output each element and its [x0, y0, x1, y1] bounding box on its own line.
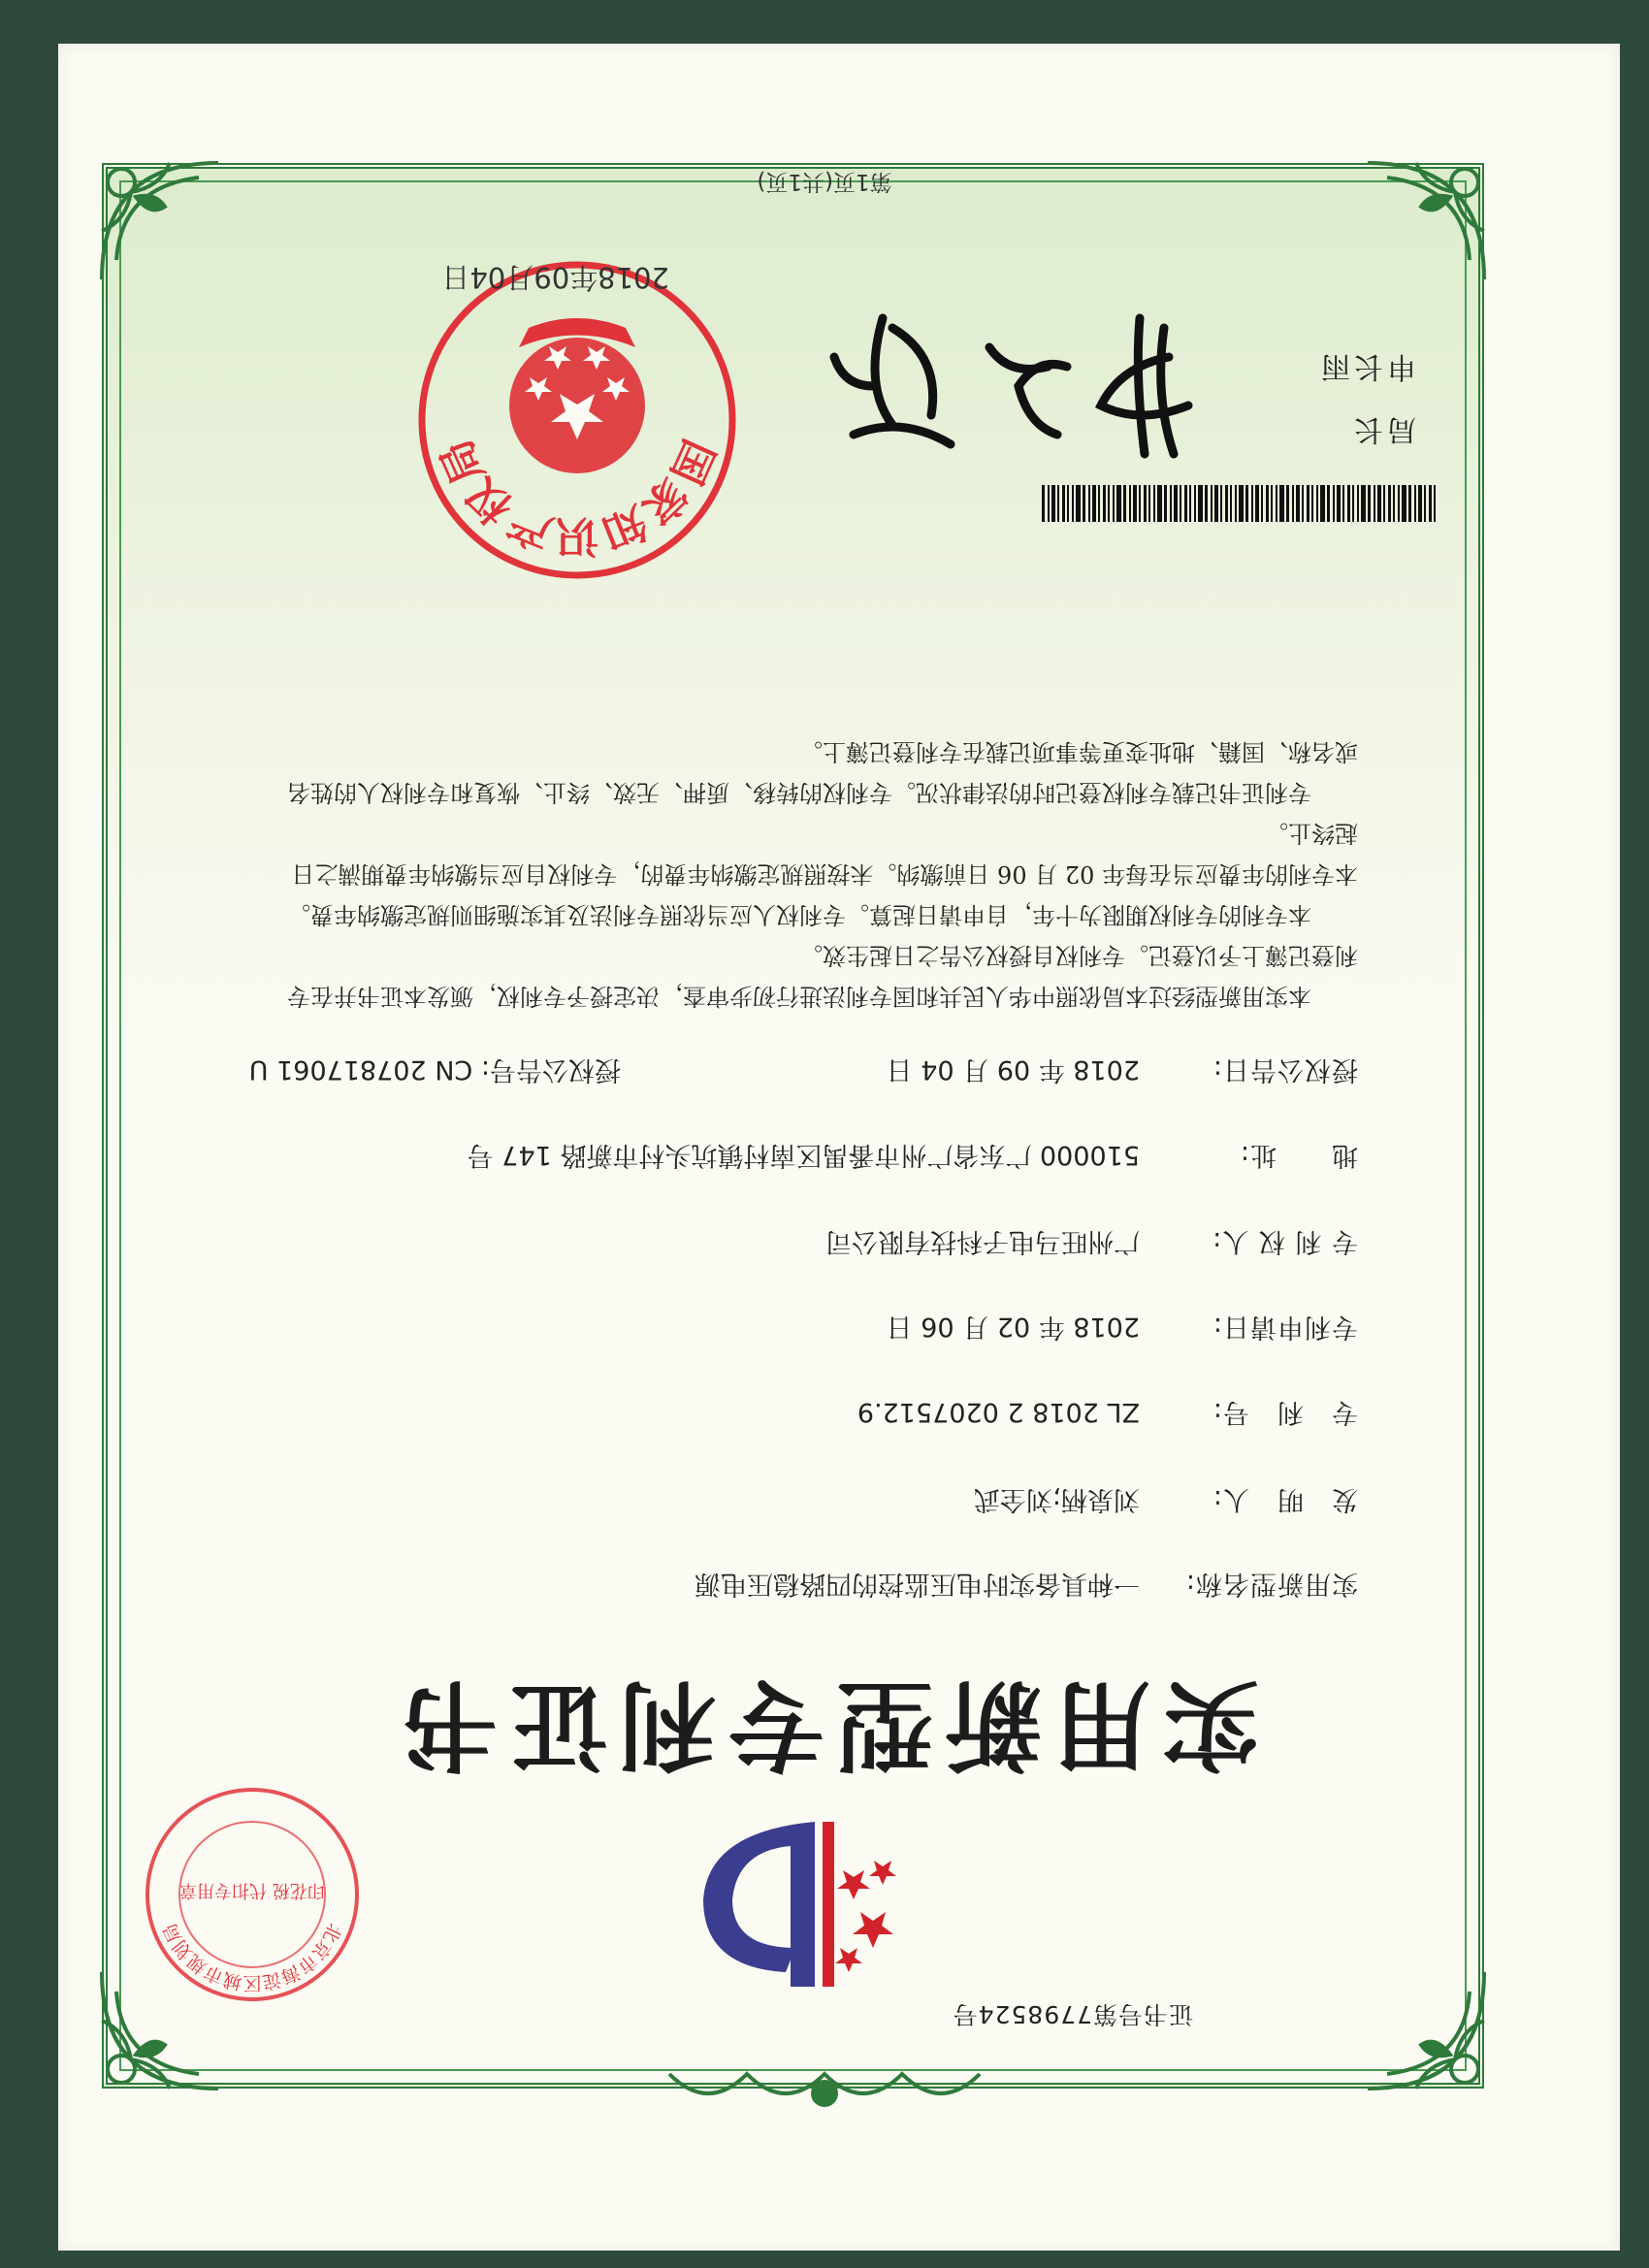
utility-model-name-row: [695, 1568, 1358, 1605]
patent-number-row: [857, 1396, 1358, 1434]
field-label: 专 利 号:: [1212, 1397, 1358, 1427]
filing-date-row: [887, 1311, 1358, 1348]
tax-stamp-icon: [141, 1783, 364, 2006]
seal-date: 2018年09月04日: [441, 261, 669, 294]
page-number: 第1页(共1页): [757, 169, 892, 194]
seal-text: 国家知识产权局: [431, 432, 724, 561]
certificate-title: 实用新型专利证书: [390, 1668, 1259, 1782]
corner-ornament-icon: [1348, 144, 1504, 299]
field-value: ZL 2018 2 0207512.9: [857, 1397, 1140, 1427]
address-row: [468, 1139, 1358, 1177]
field-value: CN 207817061 U: [248, 1054, 473, 1085]
patent-office-logo-icon: [669, 1812, 902, 2006]
field-label: 实用新型名称:: [1184, 1569, 1358, 1599]
certificate-body-text: [272, 731, 1358, 1017]
body-paragraph: 本实用新型经过本局依照中华人民共和国专利法进行初步审查，决定授予专利权，颁发本证书并在专利登记簿上予以登记。专利权自授权公告之日起生效。: [287, 942, 1358, 1010]
field-value: 2018 年 02 月 06 日: [886, 1312, 1140, 1342]
field-label: 专 利 权 人:: [1212, 1226, 1358, 1256]
field-label: 发 明 人:: [1212, 1484, 1358, 1514]
body-paragraph: 专利证书记载专利权登记时的法律状况。专利权的转移、质押、无效、终止、恢复和专利权人的姓名或名称、国籍、地址变更等事项记载在专利登记簿上。: [287, 738, 1358, 806]
field-label: 授权公告号:: [480, 1054, 621, 1085]
field-value: 510000 广东省广州市番禺区南村镇坑头村市新路 147 号: [467, 1140, 1140, 1170]
field-value: 一种具备实时电压监控的四路稳压电源: [695, 1569, 1140, 1599]
publication-number: [249, 1053, 621, 1091]
field-value: 广州旺马电子科技有限公司: [825, 1226, 1140, 1256]
director-title: 局长: [1350, 412, 1416, 446]
field-label: 专利申请日:: [1212, 1312, 1358, 1342]
grant-info-row: [248, 1053, 1358, 1091]
stamp-arc-text: 北京市海淀区城市规划局: [159, 1920, 345, 1993]
certificate-number: 证书号第7798524号: [952, 2000, 1193, 2028]
field-value: 2018 年 09 月 04 日: [886, 1054, 1140, 1085]
official-seal-icon: [412, 255, 742, 585]
inventor-row: [974, 1483, 1358, 1521]
field-value: 刘泉柄;刘全武: [973, 1484, 1140, 1514]
stamp-center-text: 印花税 代扣专用章: [179, 1880, 325, 1900]
top-border-ornament-icon: [660, 2059, 989, 2118]
corner-ornament-icon: [82, 144, 238, 299]
field-label: 授权公告日:: [1212, 1054, 1358, 1085]
handwritten-signature-icon: [815, 299, 1203, 493]
field-label: 地 址:: [1239, 1140, 1358, 1170]
patentee-row: [825, 1225, 1358, 1263]
director-name: 申长雨: [1317, 349, 1416, 383]
corner-ornament-icon: [1348, 1953, 1504, 2108]
body-paragraph: 本专利的专利权期限为十年，自申请日起算。专利权人应当依照专利法及其实施细则规定缴纳年费。本专利的年费应当在每年 02 月 06 日前缴纳。未按照规定缴纳年费的，专利权自应当缴纳年费期满之日起终止。: [287, 820, 1358, 928]
